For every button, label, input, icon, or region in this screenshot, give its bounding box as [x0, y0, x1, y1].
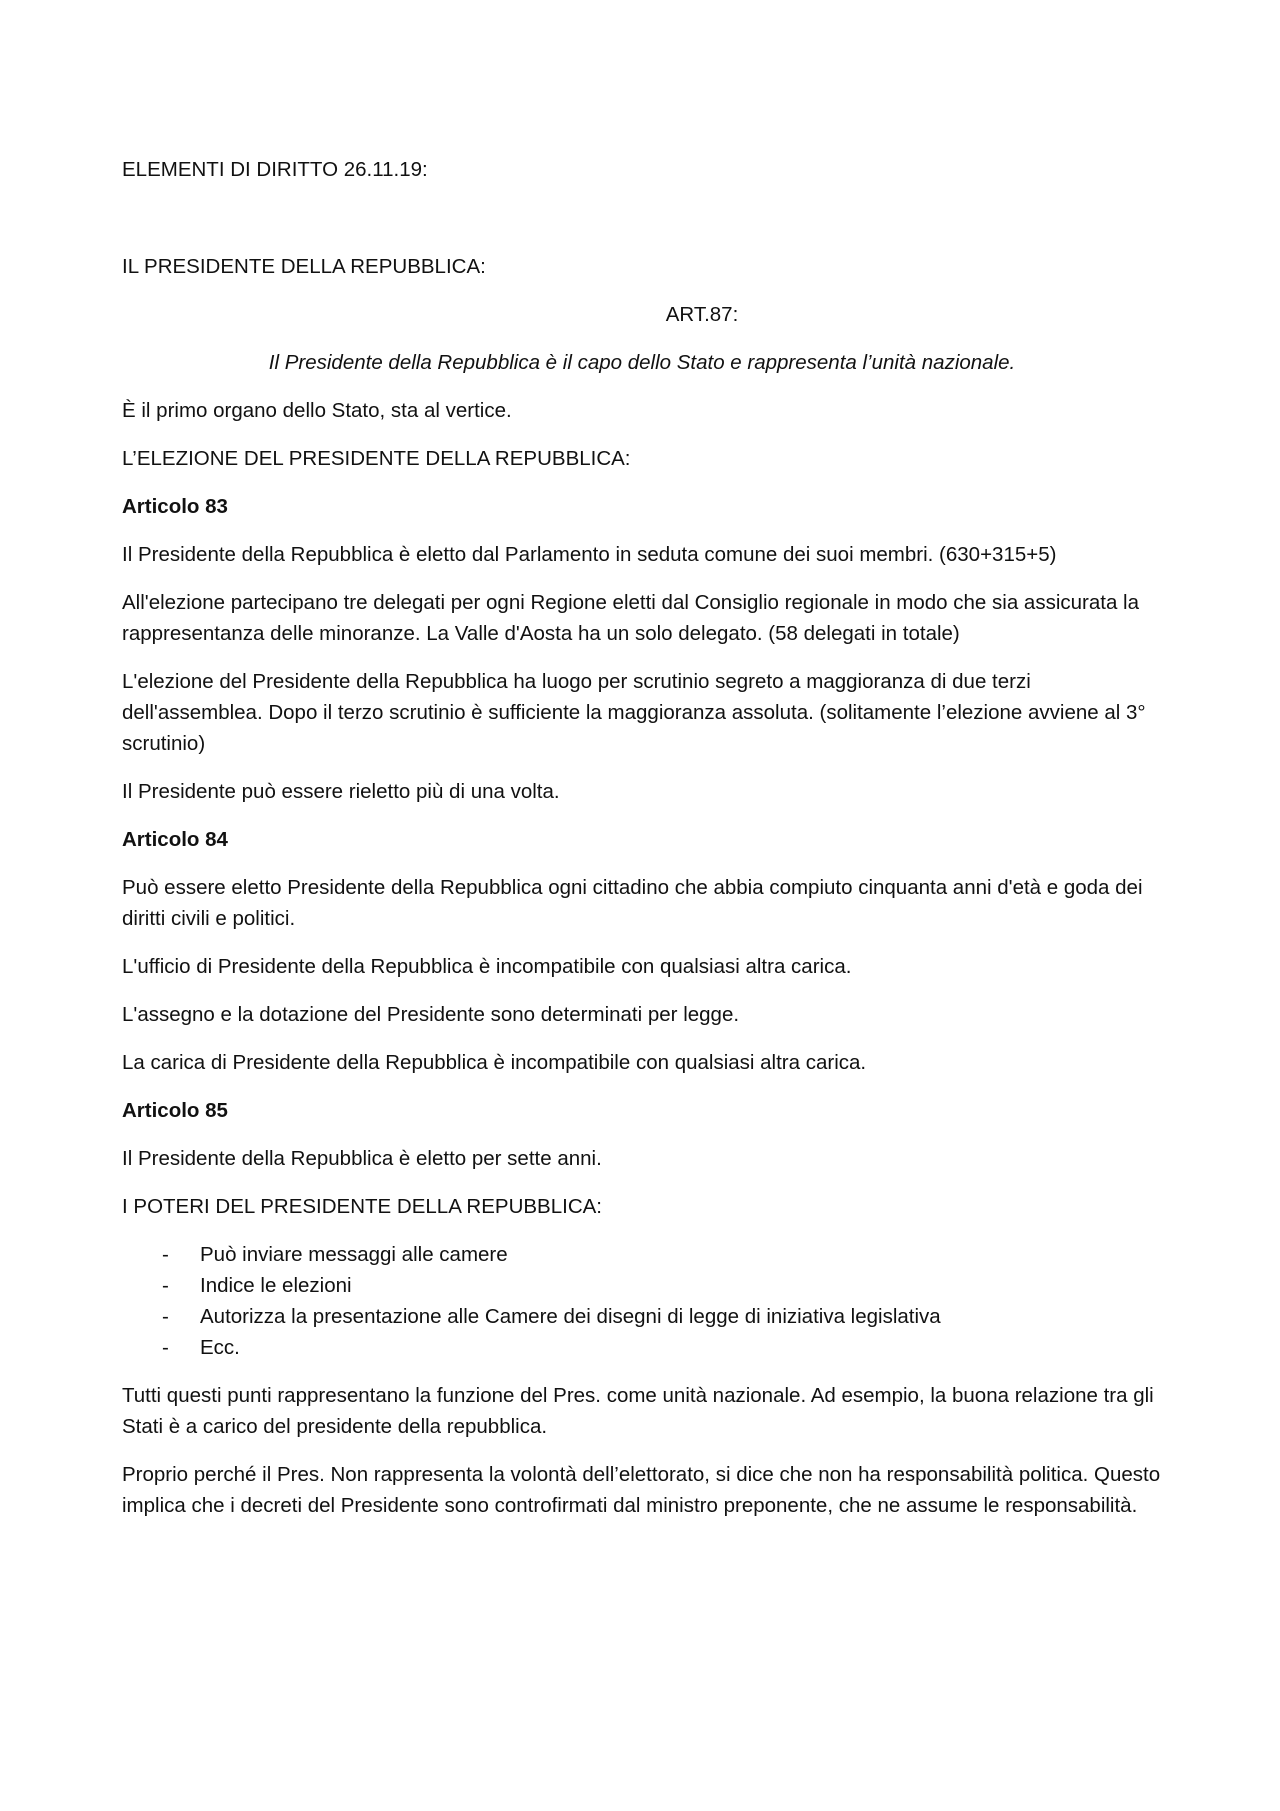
art83-paragraph: Il Presidente può essere rieletto più di una volta. [122, 780, 560, 803]
closing-paragraph: Proprio perché il Pres. Non rappresenta la volontà dell’elettorato, si dice che non ha responsabilità politica. Questo implica che i decreti del Presidente sono controfirmati dal ministro preponente, che ne assume le responsabilità. [122, 1463, 1161, 1517]
document-page [122, 154, 1162, 1538]
list-item-text: Indice le elezioni [200, 1274, 352, 1297]
list-item-text: Può inviare messaggi alle camere [200, 1243, 508, 1266]
art83-heading: Articolo 83 [122, 495, 228, 518]
art83-paragraph: All'elezione partecipano tre delegati per ogni Regione eletti dal Consiglio regionale in modo che sia assicurata la rappresentanza delle minoranze. La Valle d'Aosta ha un solo delegato. (58 delegati in totale) [122, 591, 1140, 645]
art85-paragraph: Il Presidente della Repubblica è eletto per sette anni. [122, 1147, 602, 1170]
section-heading-poteri: I POTERI DEL PRESIDENTE DELLA REPUBBLICA: [122, 1195, 602, 1218]
list-dash: - [162, 1336, 169, 1359]
art84-paragraph: L'ufficio di Presidente della Repubblica è incompatibile con qualsiasi altra carica. [122, 955, 852, 978]
list-item [122, 1239, 1162, 1270]
list-item-text: Autorizza la presentazione alle Camere dei disegni di legge di iniziativa legislativa [200, 1305, 941, 1328]
list-item [122, 1301, 1162, 1332]
list-dash: - [162, 1305, 169, 1328]
list-item-text: Ecc. [200, 1336, 240, 1359]
paragraph-primo-organo: È il primo organo dello Stato, sta al vertice. [122, 399, 512, 422]
art84-paragraph: Può essere eletto Presidente della Repubblica ogni cittadino che abbia compiuto cinquanta anni d'età e goda dei diritti civili e politici. [122, 876, 1143, 930]
section-heading-elezione: L’ELEZIONE DEL PRESIDENTE DELLA REPUBBLICA: [122, 447, 631, 470]
powers-list [122, 1239, 1162, 1363]
art87-quote: Il Presidente della Repubblica è il capo dello Stato e rappresenta l’unità nazionale. [268, 351, 1016, 374]
list-item [122, 1270, 1162, 1301]
art87-reference: ART.87: [665, 303, 739, 326]
art84-paragraph: La carica di Presidente della Repubblica è incompatibile con qualsiasi altra carica. [122, 1051, 867, 1074]
art83-paragraph: L'elezione del Presidente della Repubblica ha luogo per scrutinio segreto a maggioranza di due terzi dell'assemblea. Dopo il terzo scrutinio è sufficiente la maggioranza assoluta. (solitamente l’elezione avviene al 3° scrutinio) [122, 670, 1146, 755]
closing-paragraph: Tutti questi punti rappresentano la funzione del Pres. come unità nazionale. Ad esempio, la buona relazione tra gli Stati è a carico del presidente della repubblica. [122, 1384, 1154, 1438]
art84-heading: Articolo 84 [122, 828, 228, 851]
art83-paragraph: Il Presidente della Repubblica è eletto dal Parlamento in seduta comune dei suoi membri. (630+315+5) [122, 543, 1057, 566]
section-heading-president: IL PRESIDENTE DELLA REPUBBLICA: [122, 255, 486, 278]
list-item [122, 1332, 1162, 1363]
list-dash: - [162, 1243, 169, 1266]
list-dash: - [162, 1274, 169, 1297]
art84-paragraph: L'assegno e la dotazione del Presidente sono determinati per legge. [122, 1003, 740, 1026]
document-title: ELEMENTI DI DIRITTO 26.11.19: [122, 158, 428, 181]
art85-heading: Articolo 85 [122, 1099, 228, 1122]
